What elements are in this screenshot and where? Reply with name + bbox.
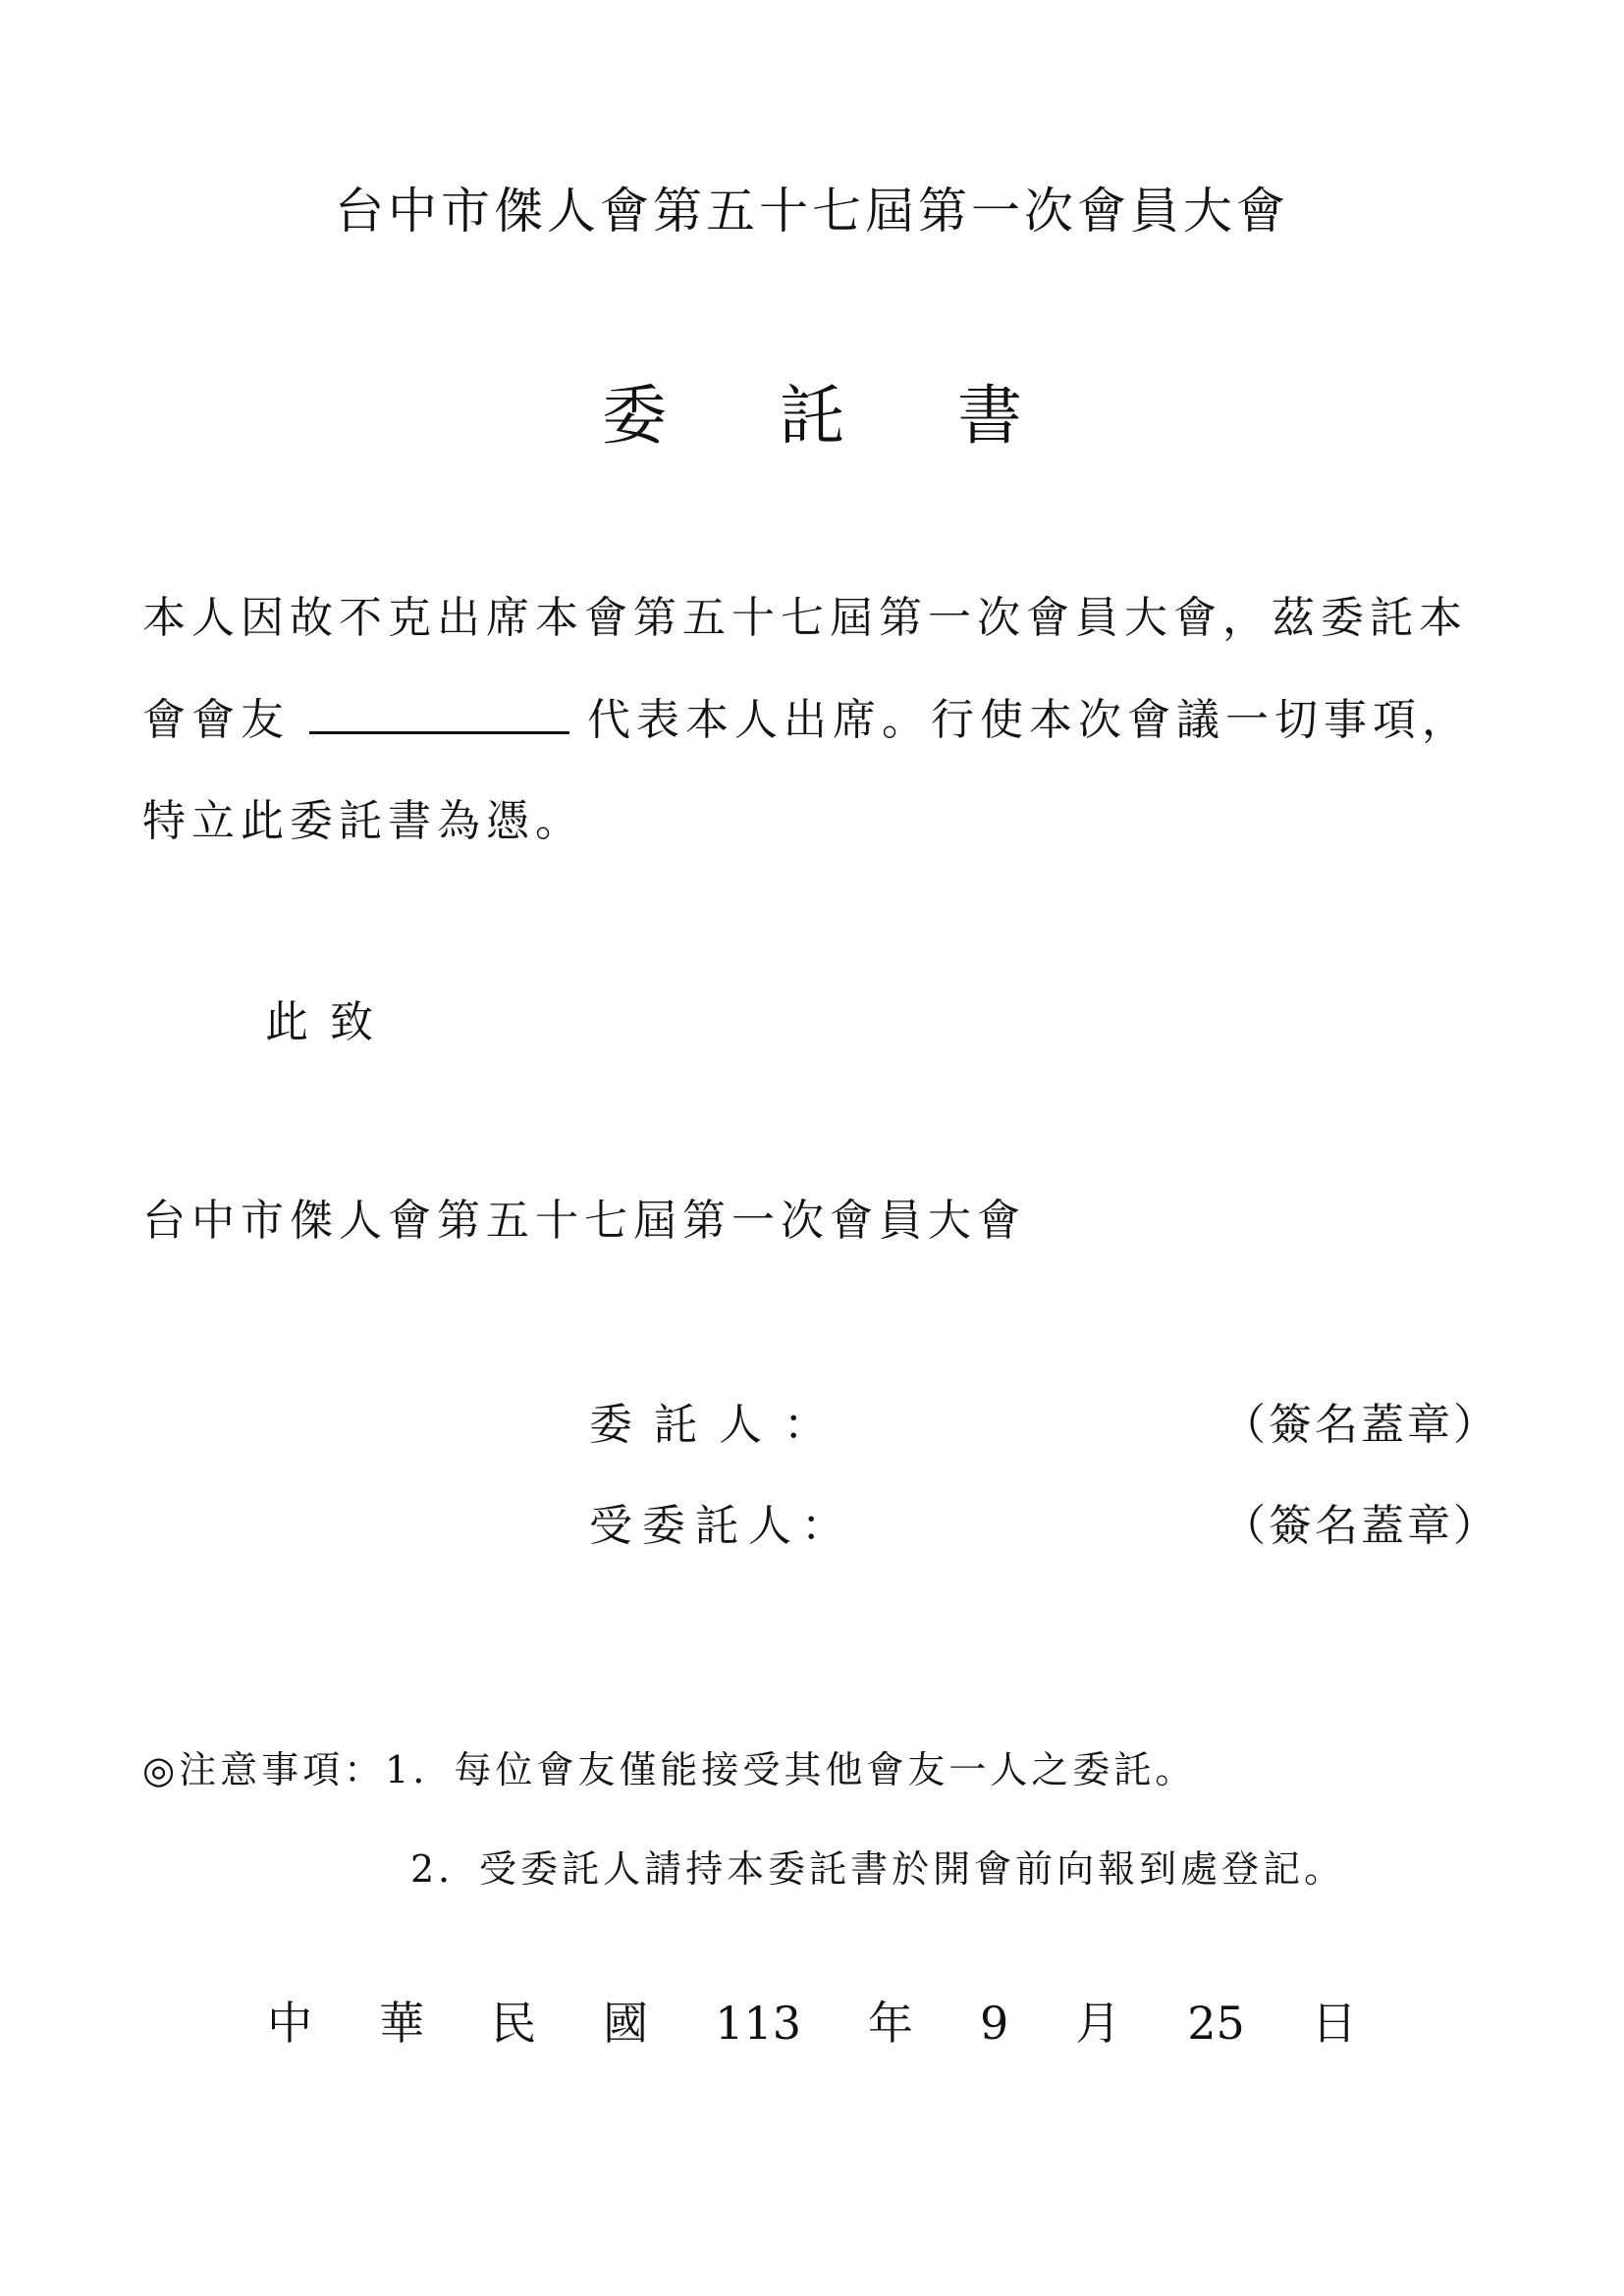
body-line-2-suffix: 代表本人出席。行使本次會議一切事項， [587, 695, 1471, 745]
body-line-2 [142, 684, 1471, 747]
proxy-name-blank[interactable] [309, 730, 569, 734]
principal-label: 委託人： [589, 1400, 848, 1450]
date-month: 9 [979, 1997, 1009, 2050]
notes-item-2: 2．受委託人請持本委託書於開會前向報到處登記。 [410, 1847, 1346, 1891]
date-year-unit: 年 [867, 1997, 913, 2050]
salutation: 此致 [265, 997, 395, 1047]
date-line [0, 1988, 1624, 2053]
date-month-unit: 月 [1075, 1997, 1121, 2050]
notes-heading: ◎注意事項： [142, 1748, 386, 1791]
date-day-unit: 日 [1311, 1997, 1357, 2050]
date-char-4: 國 [603, 1997, 649, 2050]
date-char-3: 民 [491, 1997, 537, 2050]
date-char-2: 華 [379, 1997, 425, 2050]
proxy-label: 受委託人： [589, 1501, 854, 1551]
page-title: 台中市傑人會第五十七屆第一次會員大會 [335, 183, 1289, 240]
document-title-char-2: 託 [780, 378, 844, 454]
document-title [0, 363, 1624, 456]
body-line-3: 特立此委託書為憑。 [142, 796, 584, 846]
body-line-1: 本人因故不克出席本會第五十七屆第一次會員大會，茲委託本 [142, 593, 1468, 643]
document-title-char-1: 委 [602, 378, 667, 454]
principal-signature-hint: （簽名蓋章） [1222, 1400, 1499, 1450]
notes-item-1-row [142, 1739, 1196, 1793]
date-char-1: 中 [267, 1997, 313, 2050]
addressee: 台中市傑人會第五十七屆第一次會員大會 [142, 1196, 1026, 1246]
document-title-char-3: 書 [957, 378, 1022, 454]
proxy-signature-hint: （簽名蓋章） [1222, 1501, 1499, 1551]
notes-item-1: 1．每位會友僅能接受其他會友一人之委託。 [385, 1748, 1197, 1791]
date-day: 25 [1187, 1997, 1245, 2050]
body-line-2-prefix: 會會友 [142, 695, 290, 745]
date-year: 113 [715, 1997, 801, 2050]
